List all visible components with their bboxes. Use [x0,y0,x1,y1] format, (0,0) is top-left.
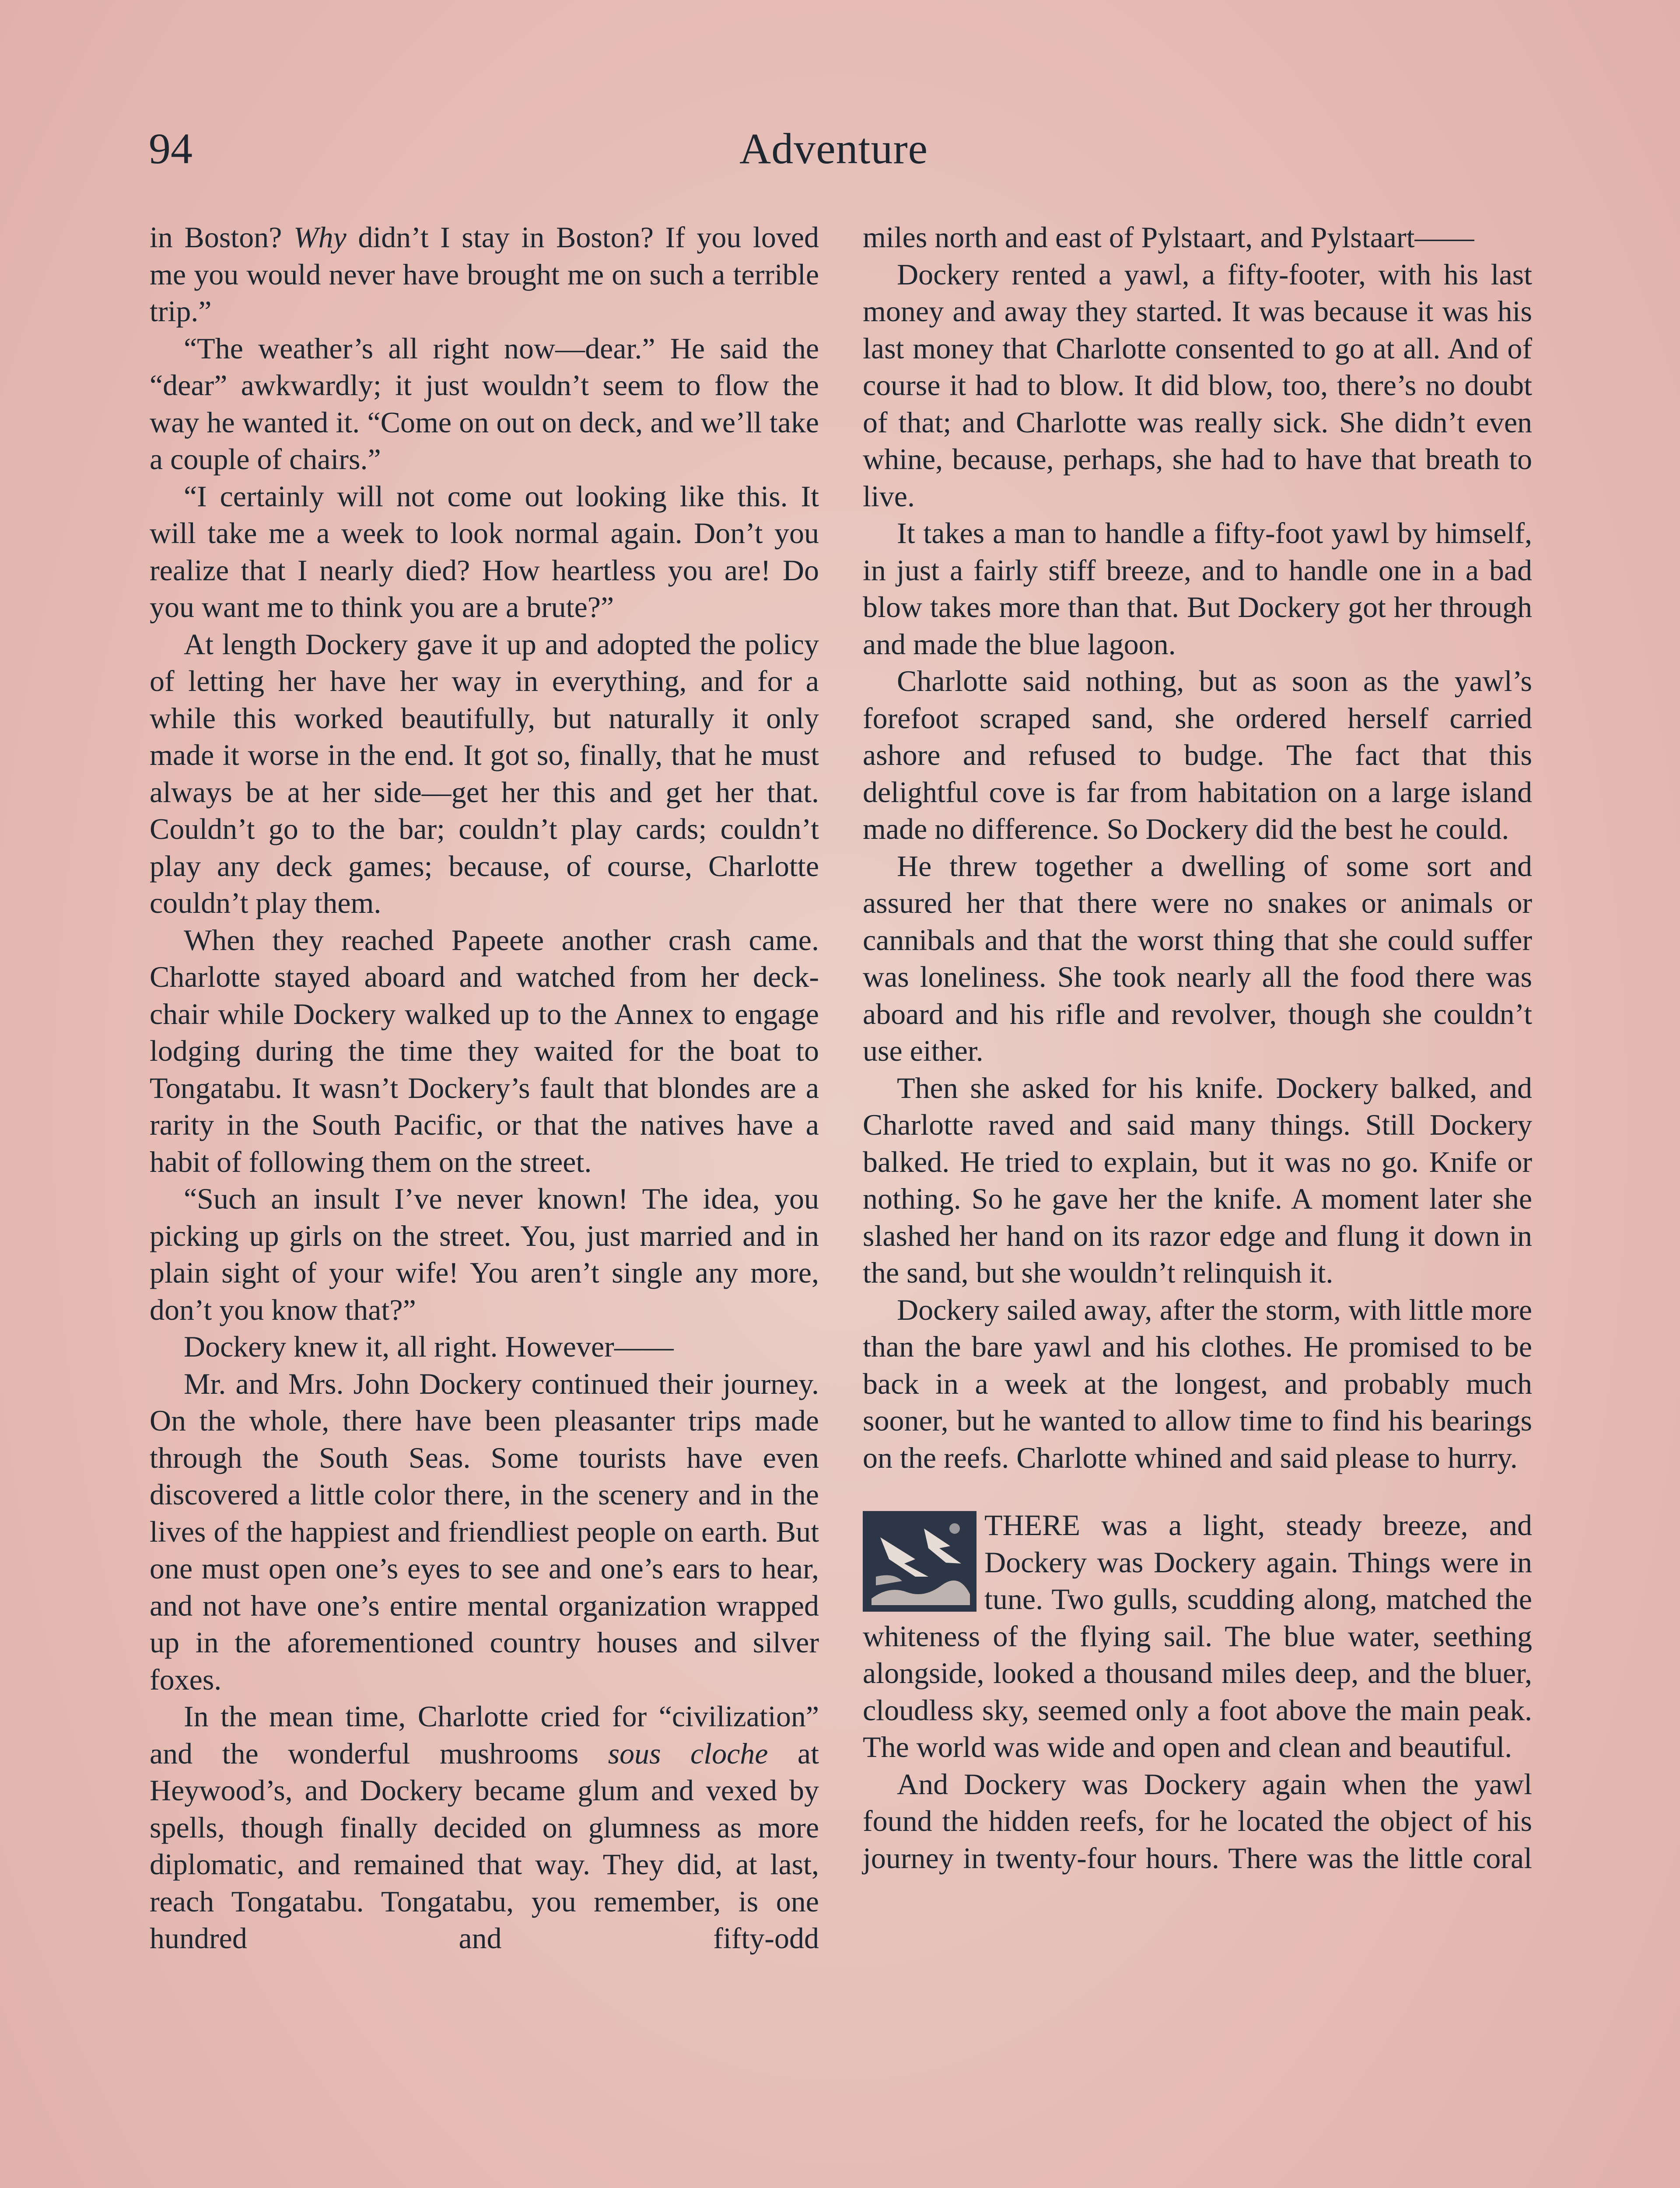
paragraph: Mr. and Mrs. John Dockery continued their journey. On the whole, there have been pleasanter trips made through the South Seas. Some tourists have even discovered a little color there, in the scenery and in the lives of the happiest and friendliest people on earth. But one must open one’s eyes to see and one’s ears to hear, and not have one’s entire mental organization wrapped up in the aforementioned country houses and silver foxes. [150,1367,819,1696]
section-opening-paragraph: THERE was a light, steady breeze, and Dockery was Dockery again. Things were in tune. Two gulls, scudding along, matched the whiteness of the flying sail. The blue water, seething alongside, looked a thousand miles deep, and the bluer, cloudless sky, seemed only a foot above the main peak. The world was wide and open and clean and beautiful. [863,1508,1532,1764]
right-column [863,219,1532,1876]
paragraph: “Such an insult I’ve never known! The idea, you picking up girls on the street. You, just married and in plain sight of your wife! You aren’t single any more, don’t you know that?” [150,1182,819,1326]
paragraph: Dockery rented a yawl, a fifty-footer, with his last money and away they started. It was because it was his last money that Charlotte consented to go at all. And of course it had to blow. It did blow, too, there’s no doubt of that; and Charlotte was really sick. She didn’t even whine, because, perhaps, she had to have that breath to live. [863,257,1532,513]
left-column [150,219,819,1957]
paragraph: And Dockery was Dockery again when the yawl found the hidden reefs, for he located the object of his journey in twenty-four hours. There was the little coral [863,1767,1532,1875]
paragraph: Then she asked for his knife. Dockery balked, and Charlotte raved and said many things. Still Dockery balked. He tried to explain, but it was no go. Knife or nothing. So he gave her the knife. A moment later she slashed her hand on its razor edge and flung it down in the sand, but she wouldn’t relinquish it. [863,1071,1532,1289]
decorative-dropcap-icon [863,1511,976,1612]
paragraph: “The weather’s all right now—dear.” He said the “dear” awkwardly; it just wouldn’t seem to flow the way he wanted it. “Come on out on deck, and we’ll take a couple of chairs.” [150,331,819,476]
paragraph: Dockery sailed away, after the storm, with little more than the bare yawl and his clothes. He promised to be back in a week at the longest, and probably much sooner, but he wanted to allow time to find his bearings on the reefs. Charlotte whined and said please to hurry. [863,1293,1532,1474]
paragraph: At length Dockery gave it up and adopted the policy of letting her have her way in everything, and for a while this worked beautifully, but naturally it only made it worse in the end. It got so, finally, that he must always be at her side—get her this and get her that. Couldn’t go to the bar; couldn’t play cards; couldn’t play any deck games; because, of course, Charlotte couldn’t play them. [150,627,819,919]
paragraph: Charlotte said nothing, but as soon as the yawl’s forefoot scraped sand, she ordered herself carried ashore and refused to budge. The fact that this delightful cove is far from habitation on a large island made no difference. So Dockery did the best he could. [863,664,1532,845]
page-number: 94 [149,124,192,173]
paragraph: “I certainly will not come out looking like this. It will take me a week to look normal again. Don’t you realize that I nearly died? How heartless you are! Do you want me to think you are a brute?” [150,479,819,624]
paragraph: in Boston? Why didn’t I stay in Boston? If you loved me you would never have brought me on such a terrible trip.” [150,221,819,328]
paragraph: Dockery knew it, all right. However—— [184,1330,674,1363]
paragraph: miles north and east of Pylstaart, and Pylstaart—— [863,221,1474,254]
paragraph: He threw together a dwelling of some sort and assured her that there were no snakes or animals or cannibals and that the worst thing that she could suffer was loneliness. She took nearly all the food there was aboard and his rifle and revolver, though she couldn’t use either. [863,849,1532,1067]
paragraph: In the mean time, Charlotte cried for “civilization” and the wonderful mushrooms sous cloche at Heywood’s, and Dockery became glum and vexed by spells, though finally decided on glumness as more diplomatic, and remained that way. They did, at last, reach Tongatabu. Tongatabu, you remember, is one hundred and fifty-odd [150,1700,819,1955]
running-title: Adventure [739,124,928,173]
paragraph: When they reached Papeete another crash came. Charlotte stayed aboard and watched from her deck-chair while Dockery walked up to the Annex to engage lodging during the time they waited for the boat to Tongatabu. It wasn’t Dockery’s fault that blondes are a rarity in the South Pacific, or that the natives have a habit of following them on the street. [150,923,819,1178]
paragraph: It takes a man to handle a fifty-foot yawl by himself, in just a fairly stiff breeze, and to handle one in a bad blow takes more than that. But Dockery got her through and made the blue lagoon. [863,516,1532,661]
